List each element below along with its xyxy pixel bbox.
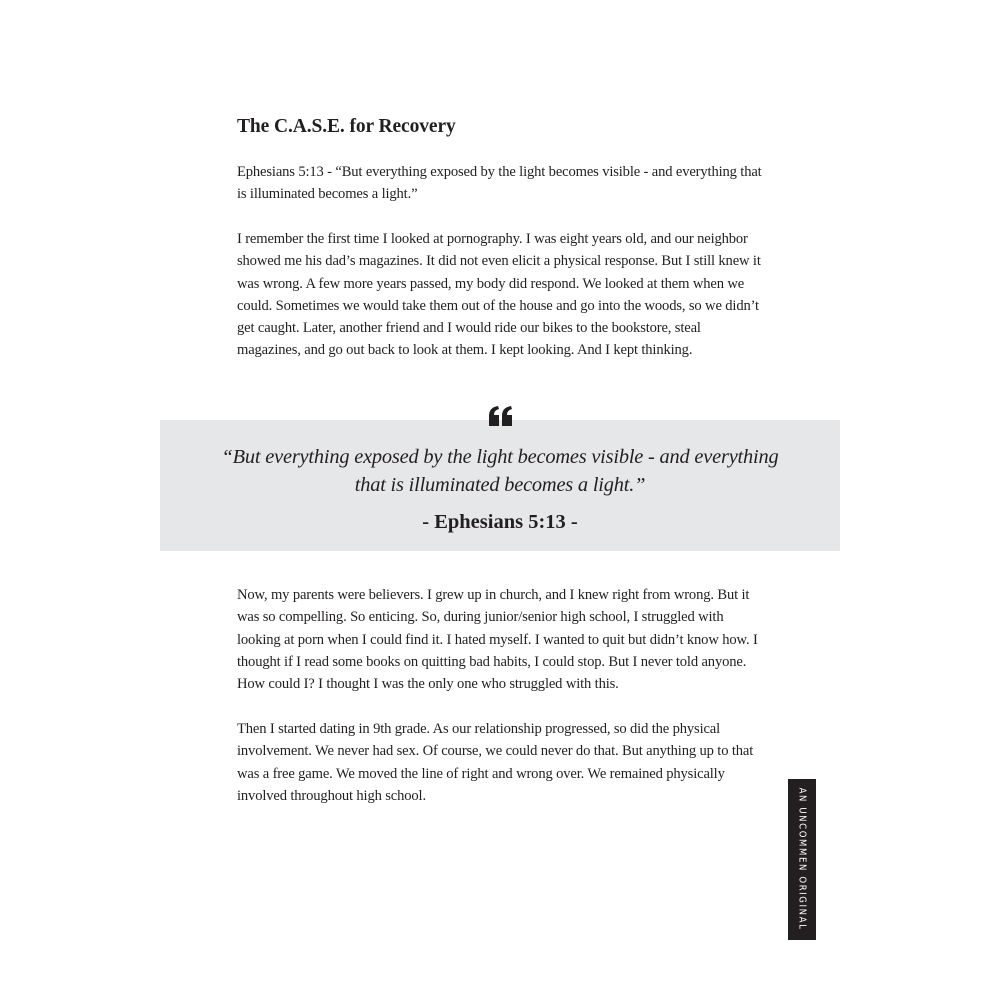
pull-quote-citation: - Ephesians 5:13 - bbox=[422, 511, 578, 533]
side-tab-label: AN UNCOMMEN ORIGINAL bbox=[796, 787, 808, 931]
body-paragraph-2: I remember the first time I looked at pornography. I was eight years old, and our neighbor showed me his dad’s magazines. It did not even elicit a physical response. But I still knew it was wrong. A few more years passed, my body did respond. We looked at them when we could. Sometimes we would take them out of the house and go into the woods, so we didn’t get caught. Later, another friend and I would ride our bikes to the bookstore, steal magazines, and go out back to look at them. I kept looking. And I kept thinking. bbox=[237, 231, 761, 359]
body-paragraph-3: Now, my parents were believers. I grew up in church, and I knew right from wrong. But it was so compelling. So enticing. So, during junior/senior high school, I struggled with looking at porn when I could find it. I hated myself. I wanted to quit but didn’t know how. I thought if I read some books on quitting bad habits, I could stop. But I never told anyone. How could I? I thought I was the only one who struggled with this. bbox=[237, 587, 758, 693]
body-paragraph-4: Then I started dating in 9th grade. As our relationship progressed, so did the physical involvement. We never had sex. Of course, we could never do that. But anything up to that was a free game. We moved the line of right and wrong over. We remained physically involved throughout high school. bbox=[237, 721, 754, 804]
side-tab bbox=[788, 779, 816, 940]
pull-quote-text: “But everything exposed by the light becomes visible - and everything that is illuminated becomes a light.” bbox=[221, 446, 779, 496]
quote-icon bbox=[489, 406, 513, 426]
page-title: The C.A.S.E. for Recovery bbox=[237, 116, 456, 137]
pull-quote-box bbox=[160, 420, 840, 551]
body-paragraph-1: Ephesians 5:13 - “But everything exposed by the light becomes visible - and everything that is illuminated becomes a light.” bbox=[237, 164, 762, 203]
